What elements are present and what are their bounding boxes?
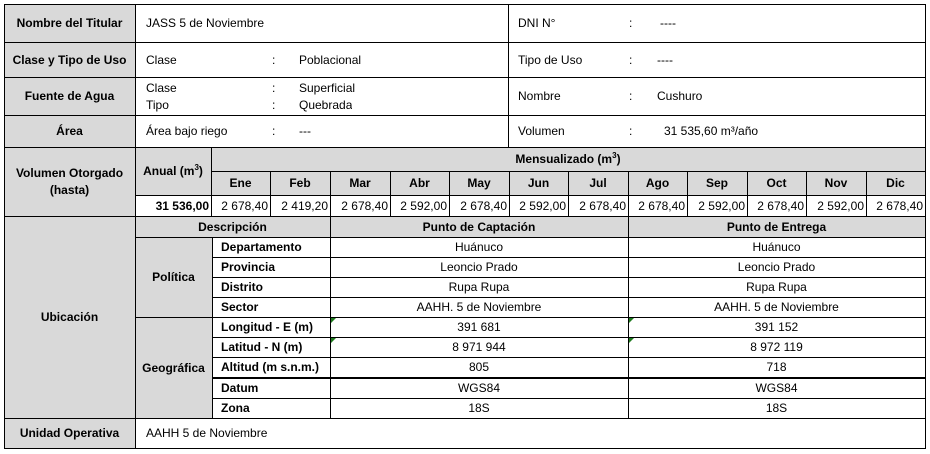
month-header-sep: Sep <box>687 171 747 195</box>
captacion-value: 8 971 944 <box>452 340 506 354</box>
tipo-uso-value: ---- <box>657 52 673 67</box>
cell-marker-icon <box>629 318 634 323</box>
fuente-label-cell <box>4 77 135 115</box>
grid-line <box>390 171 391 217</box>
clase-label: Clase <box>146 52 177 67</box>
month-value-oct: 2 678,40 <box>757 198 804 213</box>
titular-label: Nombre del Titular <box>16 16 123 30</box>
grid-line <box>4 448 926 449</box>
area-riego-sep: : <box>272 124 276 138</box>
grid-line <box>212 237 213 419</box>
politica-label: Política <box>152 270 195 284</box>
month-header-ene: Ene <box>211 171 270 195</box>
entrega-value: Rupa Rupa <box>746 280 807 294</box>
mensual-label: Mensualizado $(m^3)$ <box>515 151 621 166</box>
titular-label-cell <box>4 4 135 42</box>
unidad-label-cell <box>4 418 135 448</box>
captacion-value: WGS84 <box>457 380 500 395</box>
month-value-ene: 2 678,40 <box>221 198 268 213</box>
ubicacion-row-label: Altitud (m s.n.m.) <box>221 360 319 374</box>
month-header-mar: Mar <box>330 171 390 195</box>
month-value-jul: 2 678,40 <box>579 198 626 213</box>
unidad-value: AAHH 5 de Noviembre <box>146 426 268 440</box>
month-value-mar: 2 678,40 <box>341 198 388 213</box>
nombre-label: Nombre <box>518 89 561 103</box>
grid-line <box>212 277 926 278</box>
month-value-jun: 2 592,00 <box>519 198 566 213</box>
entrega-value: AAHH. 5 de Noviembre <box>714 300 839 314</box>
area-label-cell <box>4 115 135 147</box>
month-header-jul: Jul <box>568 171 628 195</box>
dni-label: DNI N° <box>518 16 556 30</box>
volumen-value: 31 535,60 m³/año <box>664 124 759 138</box>
month-value-nov: 2 592,00 <box>817 198 864 213</box>
grid-line <box>508 4 509 148</box>
anual-value: 31 536,00 <box>155 198 209 213</box>
entrega-value: Huánuco <box>752 240 801 254</box>
grid-line <box>866 171 867 217</box>
grid-line <box>568 171 569 217</box>
grid-line <box>4 77 926 78</box>
captacion-value: 391 681 <box>457 320 501 334</box>
cell-marker-icon <box>629 338 634 343</box>
fuente-tipo-label: Tipo <box>146 97 169 112</box>
entrega-value: 718 <box>766 360 787 374</box>
month-header-jun: Jun <box>509 171 568 195</box>
entrega-value: Leoncio Prado <box>737 260 816 274</box>
grid-line <box>212 257 926 258</box>
captacion-header: Punto de Captación <box>330 216 628 237</box>
volumen-label-line1: Volumen Otorgado <box>15 165 124 180</box>
ubicacion-row-label: Datum <box>221 380 259 395</box>
clase-sep: : <box>272 52 276 67</box>
unidad-label: Unidad Operativa <box>19 426 120 440</box>
volumen-sep: : <box>629 124 633 138</box>
grid-line <box>212 337 926 338</box>
anual-label: Anual $(m^3)$ <box>143 163 203 178</box>
grid-line <box>4 4 5 449</box>
clase-value: Poblacional <box>299 52 362 67</box>
grid-line <box>212 398 926 399</box>
fuente-clase-sep: : <box>272 80 276 95</box>
grid-line <box>4 4 926 5</box>
captacion-value: AAHH. 5 de Noviembre <box>416 300 542 314</box>
ubicacion-row-label: Sector <box>221 300 259 314</box>
tipo-uso-label: Tipo de Uso <box>518 52 583 67</box>
grid-line <box>135 195 926 196</box>
month-header-may: May <box>449 171 509 195</box>
captacion-value: 18S <box>468 401 490 415</box>
geografica-label-cell <box>135 317 212 418</box>
dni-sep: : <box>629 16 633 30</box>
month-header-nov: Nov <box>806 171 866 195</box>
grid-line <box>212 297 926 298</box>
month-header-dic: Dic <box>866 171 925 195</box>
month-value-sep: 2 592,00 <box>698 198 745 213</box>
cell-marker-icon <box>331 338 336 343</box>
entrega-value: 8 972 119 <box>750 340 803 354</box>
grid-line <box>628 171 629 217</box>
month-value-ago: 2 678,40 <box>638 198 685 213</box>
geografica-label: Geográfica <box>142 360 205 375</box>
grid-line <box>211 147 212 217</box>
descripcion-header: Descripción <box>135 216 330 237</box>
ubicacion-row-label: Longitud - E (m) <box>221 320 313 334</box>
entrega-header: Punto de Entrega <box>628 216 925 237</box>
captacion-value: Rupa Rupa <box>448 280 510 294</box>
month-value-dic: 2 678,40 <box>876 198 923 213</box>
fuente-clase-label: Clase <box>146 80 177 95</box>
grid-line <box>212 378 926 379</box>
ubicacion-row-label: Distrito <box>221 280 263 294</box>
captacion-value: 805 <box>468 360 490 374</box>
grid-line <box>747 171 748 217</box>
grid-line <box>449 171 450 217</box>
anual-header <box>135 147 211 195</box>
area-riego-value: --- <box>299 124 311 138</box>
nombre-sep: : <box>629 89 633 103</box>
grid-line <box>4 418 926 419</box>
entrega-value: 18S <box>765 401 788 415</box>
entrega-value: WGS84 <box>755 380 798 395</box>
fuente-label: Fuente de Agua <box>24 89 115 103</box>
ubicacion-row-label: Zona <box>221 401 250 415</box>
clase-uso-label: Clase y Tipo de Uso <box>12 52 127 67</box>
fuente-clase-value: Superficial <box>299 80 356 95</box>
month-value-may: 2 678,40 <box>460 198 507 213</box>
grid-line <box>270 171 271 217</box>
month-header-ago: Ago <box>628 171 687 195</box>
grid-line <box>806 171 807 217</box>
grid-line <box>212 357 926 358</box>
month-header-oct: Oct <box>747 171 806 195</box>
titular-value: JASS 5 de Noviembre <box>146 16 265 30</box>
grid-line <box>925 4 926 449</box>
grid-line <box>330 171 331 217</box>
mensual-header <box>211 147 925 171</box>
month-header-feb: Feb <box>270 171 330 195</box>
grid-line <box>687 171 688 217</box>
grid-line <box>135 237 926 238</box>
grid-line <box>4 147 926 148</box>
captacion-value: Leoncio Prado <box>440 260 518 274</box>
area-riego-label: Área bajo riego <box>146 124 228 138</box>
captacion-value: Huánuco <box>454 240 504 254</box>
volumen-label: Volumen <box>518 124 565 138</box>
entrega-value: 391 152 <box>754 320 799 334</box>
month-value-abr: 2 592,00 <box>400 198 447 213</box>
politica-label-cell <box>135 237 212 317</box>
ubicacion-row-label: Provincia <box>221 260 276 274</box>
volumen-label-line2: (hasta) <box>49 182 90 197</box>
nombre-value: Cushuro <box>657 89 703 103</box>
ubicacion-label-cell <box>4 216 135 418</box>
grid-line <box>135 317 926 318</box>
grid-line <box>509 171 510 217</box>
grid-line <box>4 42 926 43</box>
fuente-tipo-sep: : <box>272 97 276 112</box>
ubicacion-label: Ubicación <box>40 310 99 324</box>
volumen-label-cell <box>4 147 135 216</box>
grid-line <box>135 4 136 449</box>
ubicacion-row-label: Departamento <box>221 240 302 254</box>
area-label: Área <box>56 124 83 138</box>
grid-line <box>4 216 926 217</box>
dni-value: ---- <box>660 16 676 30</box>
fuente-tipo-value: Quebrada <box>299 97 353 112</box>
clase-uso-label-cell <box>4 42 135 77</box>
tipo-uso-sep: : <box>629 52 633 67</box>
cell-marker-icon <box>331 318 336 323</box>
ubicacion-row-label: Latitud - N (m) <box>221 340 303 354</box>
month-value-feb: 2 419,20 <box>281 198 328 213</box>
grid-line <box>4 115 926 116</box>
month-header-abr: Abr <box>390 171 449 195</box>
